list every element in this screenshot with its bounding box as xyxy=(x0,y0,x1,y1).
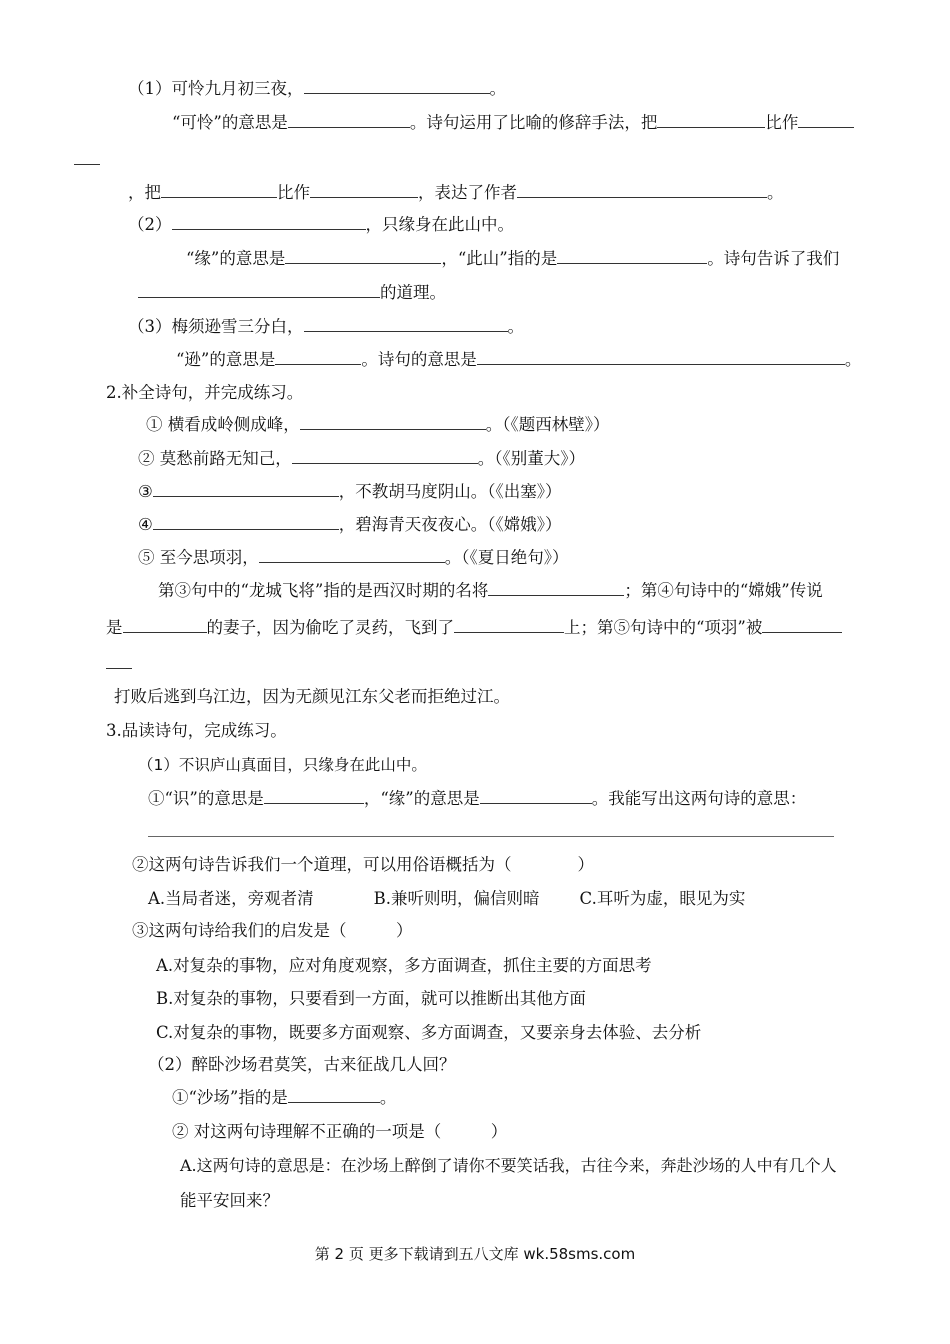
blank[interactable] xyxy=(488,580,624,596)
blank[interactable] xyxy=(288,1087,380,1103)
q2-item-3: ③ ，不教胡马度阴山。（《出塞》） xyxy=(138,482,562,501)
option-a-continued: 能平安回来？ xyxy=(180,1191,279,1210)
q2-item-2: ② 莫愁前路无知己， 。（《别董大》） xyxy=(138,449,585,468)
q2-title: 2.补全诗句，并完成练习。 xyxy=(106,383,304,402)
q2-paragraph-line1: 第③句中的“龙城飞将”指的是西汉时期的名将 ；第④句诗中的“嫦娥”传说 xyxy=(158,581,823,600)
q3-sub1-q1: ①“识”的意思是 ，“缘”的意思是 。我能写出这两句诗的意思： xyxy=(148,789,807,808)
q1-part1: （1）可怜九月初三夜， 。 xyxy=(128,79,506,98)
blank[interactable] xyxy=(557,248,707,264)
blank[interactable] xyxy=(304,78,490,94)
blank[interactable] xyxy=(123,617,207,633)
blank[interactable] xyxy=(259,547,445,563)
blank[interactable] xyxy=(292,448,478,464)
q3-sub2-q2: ② 对这两句诗理解不正确的一项是（ ） xyxy=(172,1122,508,1141)
option-b[interactable]: B.对复杂的事物，只要看到一方面，就可以推断出其他方面 xyxy=(156,989,586,1008)
q2-paragraph-line3: 打败后逃到乌江边，因为无颜见江东父老而拒绝过江。 xyxy=(114,687,510,706)
answer-line[interactable] xyxy=(148,836,834,837)
option-b[interactable]: B.兼听则明，偏信则暗 xyxy=(373,889,540,908)
blank[interactable] xyxy=(480,788,592,804)
q1-part1-detail: “可怜”的意思是 。诗句运用了比喻的修辞手法，把 比作 xyxy=(172,112,854,134)
q2-item-4: ④ ，碧海青天夜夜心。（《嫦娥》） xyxy=(138,515,562,534)
option-c[interactable]: C.对复杂的事物，既要多方面观察、多方面调查，又要亲身去体验、去分析 xyxy=(156,1023,702,1042)
option-a[interactable]: A.这两句诗的意思是：在沙场上醉倒了请你不要笑话我，古往今来，奔赴沙场的人中有几个人 xyxy=(180,1156,837,1175)
blank[interactable] xyxy=(477,349,845,365)
blank[interactable] xyxy=(300,414,486,430)
q1-part2-detail: “缘”的意思是 ，“此山”指的是 。诗句告诉了我们 xyxy=(186,249,840,268)
q3-sub1-q2-options xyxy=(148,888,745,910)
q3-sub2-q1: ①“沙场”指的是 。 xyxy=(172,1088,397,1107)
q1-part1-cont: ，把 比作 ，表达了作者 。 xyxy=(128,183,784,202)
blank[interactable] xyxy=(275,349,361,365)
blank[interactable] xyxy=(153,514,339,530)
q1-part2: （2） ，只缘身在此山中。 xyxy=(128,215,514,234)
q3-sub1-q2: ②这两句诗告诉我们一个道理，可以用俗语概括为（ ） xyxy=(132,855,594,874)
q1-part2-cont: 的道理。 xyxy=(138,282,446,304)
q2-paragraph-line2: 是 的妻子，因为偷吃了灵药，飞到了 上；第⑤句诗中的“项羽”被 xyxy=(106,617,842,639)
blank[interactable] xyxy=(288,112,410,128)
wrapped-blank xyxy=(106,668,132,669)
q2-item-1: ① 横看成岭侧成峰， 。（《题西林壁》） xyxy=(146,415,610,434)
blank[interactable] xyxy=(454,617,564,633)
option-c[interactable]: C.耳听为虚，眼见为实 xyxy=(579,889,746,908)
q3-title: 3.品读诗句，完成练习。 xyxy=(106,721,287,740)
q3-sub1: （1）不识庐山真面目，只缘身在此山中。 xyxy=(138,756,427,774)
q1-part3: （3）梅须逊雪三分白， 。 xyxy=(128,317,524,336)
q3-sub1-q3: ③这两句诗给我们的启发是（ ） xyxy=(132,921,413,940)
blank[interactable] xyxy=(153,481,339,497)
option-a[interactable]: A.当局者迷，旁观者清 xyxy=(148,889,314,908)
q1-part3-detail: “逊”的意思是 。诗句的意思是 。 xyxy=(176,350,862,369)
wrapped-blank xyxy=(74,164,100,165)
blank[interactable] xyxy=(304,316,508,332)
option-a[interactable]: A.对复杂的事物，应对角度观察，多方面调查，抓住主要的方面思考 xyxy=(156,956,652,975)
q3-sub2: （2）醉卧沙场君莫笑，古来征战几人回？ xyxy=(148,1055,456,1074)
blank[interactable] xyxy=(285,248,441,264)
blank[interactable] xyxy=(517,182,767,198)
blank[interactable] xyxy=(310,182,418,198)
blank[interactable] xyxy=(798,112,854,128)
blank[interactable] xyxy=(762,617,842,633)
blank[interactable] xyxy=(657,112,765,128)
blank[interactable] xyxy=(138,282,380,298)
blank[interactable] xyxy=(161,182,277,198)
q2-item-5: ⑤ 至今思项羽， 。（《夏日绝句》） xyxy=(138,548,569,567)
blank[interactable] xyxy=(264,788,364,804)
blank[interactable] xyxy=(172,214,366,230)
page-footer: 第 2 页 更多下载请到五八文库 wk.58sms.com xyxy=(314,1245,636,1263)
